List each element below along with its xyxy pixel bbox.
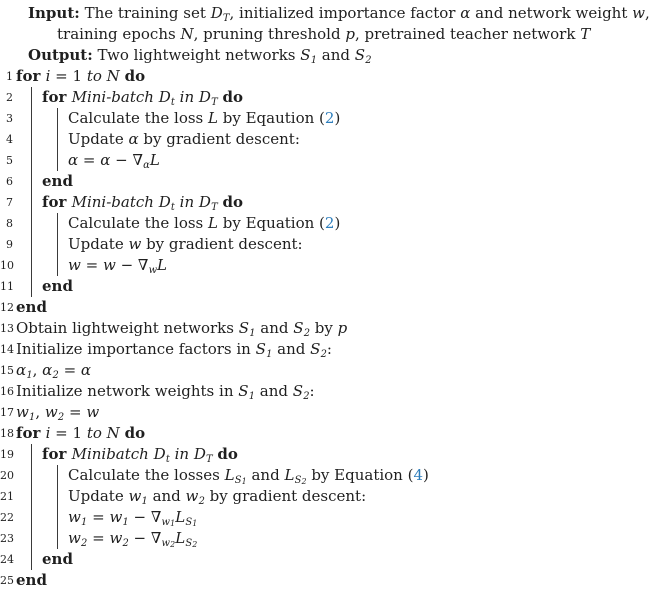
line-number: 4 [6, 133, 13, 146]
math-italic: Minibatch [71, 445, 154, 463]
math-italic: w [86, 403, 100, 421]
text-segment: and [255, 382, 293, 400]
math-italic: $L_{S1}$ [224, 466, 247, 487]
line-content [42, 276, 73, 297]
text-segment: 1 [26, 369, 33, 381]
math-italic: T [211, 201, 218, 213]
text-segment: = [87, 529, 110, 547]
math-italic: $w_2$ [109, 529, 129, 549]
line-number: 10 [0, 259, 14, 272]
algorithm-line [0, 486, 627, 507]
text-segment: 1 [249, 327, 256, 339]
text-segment: Two lightweight networks [92, 46, 301, 64]
line-number: 22 [0, 511, 14, 524]
text-segment: = 1 [50, 67, 87, 85]
line-number: 14 [0, 343, 14, 356]
math-italic: S2 [294, 474, 307, 487]
line-content [68, 486, 366, 507]
text-segment: = [78, 151, 101, 169]
block-indent-rule [31, 171, 42, 192]
algorithm-line [0, 570, 627, 591]
line-number: 16 [0, 385, 14, 398]
text-segment: 1 [266, 348, 273, 360]
text-segment: 1 [241, 477, 247, 487]
math-italic: $w_1$ [68, 508, 88, 528]
header-line [0, 3, 650, 24]
text-segment: and [246, 466, 285, 484]
text-segment: and network weight [470, 4, 633, 22]
text-segment: and [317, 46, 355, 64]
line-number: 11 [0, 280, 14, 293]
line-number: 9 [6, 238, 13, 251]
subscript [149, 265, 157, 276]
algorithm-line [0, 108, 627, 129]
text-segment: 1 [192, 519, 198, 529]
block-indent-rule [31, 213, 42, 234]
math-italic: $S_1$ [300, 46, 318, 66]
math-italic: $L_{S2}$ [284, 466, 307, 487]
block-indent-rule [57, 255, 68, 276]
algorithm-line [0, 171, 627, 192]
block-indent-rule [57, 108, 68, 129]
subscript [235, 475, 247, 486]
block-indent-rule [57, 465, 68, 486]
math-italic: Mini-batch [71, 88, 159, 106]
block-indent-rule [31, 549, 42, 570]
math-italic: S1 [185, 516, 198, 529]
text-segment: ) [334, 109, 341, 127]
math-italic: w [128, 235, 142, 253]
text-segment: Initialize network weights in [16, 382, 239, 400]
math-italic: $w_2$ [68, 529, 88, 549]
text-segment: Update [68, 235, 129, 253]
line-number: 21 [0, 490, 14, 503]
keyword: for [42, 445, 72, 463]
math-italic: $D_t$ [153, 445, 170, 465]
line-number: 2 [6, 91, 13, 104]
subscript [295, 475, 307, 486]
subscript [211, 97, 218, 108]
algorithm-line [0, 528, 627, 549]
algorithm-line [0, 255, 627, 276]
block-indent-rule [31, 255, 42, 276]
math-italic: $S_1$ [238, 319, 256, 339]
keyword: end [16, 571, 47, 589]
math-italic: w [632, 4, 645, 22]
text-segment: = 1 [50, 424, 87, 442]
line-content [16, 381, 315, 402]
keyword: do [222, 88, 243, 106]
block-indent-rule [57, 213, 68, 234]
text-segment: 2 [52, 369, 59, 381]
header-continuation-line [0, 24, 627, 45]
algorithm-line [0, 360, 627, 381]
subscript [192, 519, 197, 528]
line-content [68, 129, 300, 150]
algorithm-line [0, 507, 627, 528]
text-segment: 2 [303, 327, 310, 339]
block-indent-rule [57, 486, 68, 507]
math-italic: w1 [161, 516, 176, 529]
math-italic: $S_2$ [310, 340, 327, 360]
algorithm-line [0, 318, 627, 339]
math-italic: $D_t$ [158, 193, 175, 213]
text-segment: ) [423, 466, 429, 484]
algorithm-line [0, 192, 627, 213]
math-italic: $w_2$ [44, 403, 65, 423]
line-content [68, 465, 429, 486]
text-segment: 1 [310, 54, 318, 66]
line-content [68, 108, 340, 129]
text-segment: Calculate the loss [68, 109, 209, 127]
keyword: for [42, 88, 72, 106]
block-indent-rule [31, 129, 42, 150]
math-italic: $S_1$ [238, 382, 256, 402]
keyword: do [124, 67, 146, 85]
math-italic: t [170, 201, 175, 213]
block-indent-rule [31, 87, 42, 108]
math-italic: $S_1$ [255, 340, 273, 360]
line-number: 6 [6, 175, 13, 188]
line-content [42, 171, 73, 192]
block-indent-rule [31, 150, 42, 171]
math-italic: $\alpha_2$ [42, 361, 59, 381]
text-segment: − [128, 508, 151, 526]
text-segment: by [310, 319, 338, 337]
block-indent-rule [31, 507, 42, 528]
text-segment: by Equation ( [218, 214, 325, 232]
text-segment: , pretrained teacher network [354, 25, 581, 43]
keyword: do [124, 424, 146, 442]
text-segment: by gradient descent: [204, 487, 367, 505]
line-number: 19 [0, 448, 14, 461]
line-number: 13 [0, 322, 14, 335]
equation-ref-link[interactable]: 4 [413, 466, 424, 484]
line-number: 15 [0, 364, 14, 377]
math-italic: $w_1$ [16, 403, 36, 423]
math-italic: w [148, 264, 158, 276]
text-segment: − [115, 256, 138, 274]
text-segment: − [110, 151, 133, 169]
math-italic: $\alpha_1$ [16, 361, 33, 381]
block-indent-rule [31, 192, 42, 213]
equation-ref-link[interactable]: 2 [324, 109, 335, 127]
text-segment: training epochs [57, 25, 181, 43]
header-line [0, 45, 627, 66]
text-segment: Update [68, 487, 129, 505]
line-number: 12 [0, 301, 14, 314]
text-segment: 1 [248, 390, 256, 402]
text-segment: 2 [303, 390, 310, 402]
math-italic: $L_{S2}$ [175, 529, 198, 550]
text-segment: and [272, 340, 311, 358]
algorithm-line [0, 297, 627, 318]
line-content [16, 66, 145, 87]
line-number: 7 [6, 196, 13, 209]
text-segment: 2 [301, 477, 307, 487]
algorithm-io-header [0, 3, 650, 66]
text-segment: 1 [141, 495, 148, 507]
algorithm-line [0, 381, 627, 402]
line-number: 23 [0, 532, 14, 545]
line-content [68, 234, 303, 255]
text-segment: = [58, 361, 81, 379]
math-italic: $S_2$ [292, 382, 310, 402]
line-content [68, 213, 340, 234]
line-content [16, 360, 91, 381]
line-content [68, 255, 167, 276]
math-italic: $D_T$ [210, 4, 230, 24]
block-indent-rule [31, 234, 42, 255]
line-number: 17 [0, 406, 14, 419]
math-italic: N [106, 67, 120, 85]
text-segment: 2 [81, 537, 88, 549]
line-content [16, 318, 347, 339]
text-segment: Initialize importance factors in [16, 340, 256, 358]
math-italic: L [208, 109, 218, 127]
line-content [42, 549, 73, 570]
text-segment: ) [334, 214, 341, 232]
algorithm-line [0, 276, 627, 297]
block-indent-rule [31, 276, 42, 297]
algorithm-line [0, 402, 627, 423]
block-indent-rule [31, 108, 42, 129]
text-segment: 2 [170, 540, 176, 550]
algorithm-lines [0, 66, 627, 591]
math-italic: N [180, 25, 194, 43]
math-italic: L [208, 214, 218, 232]
line-content [16, 570, 47, 591]
line-number: 24 [0, 553, 14, 566]
algorithm-line [0, 234, 627, 255]
math-italic: $S_2$ [293, 319, 310, 339]
text-segment: 2 [365, 54, 372, 66]
line-number: 18 [0, 427, 14, 440]
subscript [162, 538, 176, 549]
line-content [42, 87, 243, 108]
line-number: 8 [6, 217, 13, 230]
text-segment: = [64, 403, 87, 421]
math-italic: in [174, 88, 199, 106]
text-segment: Update [68, 130, 129, 148]
line-content [16, 339, 332, 360]
text-segment: and [255, 319, 294, 337]
text-segment: : [326, 340, 332, 358]
text-segment: , pruning threshold [193, 25, 346, 43]
text-segment: , [644, 4, 650, 22]
algorithm-line [0, 213, 627, 234]
algorithm-line [0, 465, 627, 486]
block-indent-rule [57, 150, 68, 171]
text-segment: = [87, 508, 110, 526]
subscript [162, 517, 176, 528]
text-segment: The training set [79, 4, 211, 22]
text-segment: $\nabla_w$ [137, 256, 158, 276]
equation-ref-link[interactable]: 2 [324, 214, 335, 232]
text-segment: Obtain lightweight networks [16, 319, 239, 337]
text-segment: , [32, 361, 43, 379]
text-segment: 1 [170, 519, 176, 529]
algorithm-line [0, 150, 627, 171]
line-content [16, 402, 99, 423]
math-italic: Mini-batch [71, 193, 159, 211]
math-italic: T [580, 25, 591, 43]
subscript [185, 517, 197, 528]
math-italic: t [165, 453, 170, 465]
math-italic: S2 [185, 537, 198, 550]
text-segment: Calculate the loss [68, 214, 209, 232]
keyword: Input: [28, 4, 80, 22]
algorithm-line [0, 87, 627, 108]
text-segment: , [35, 403, 45, 421]
text-segment: − [128, 529, 151, 547]
keyword: end [42, 172, 73, 190]
math-italic: $D_T$ [193, 445, 213, 465]
math-italic: α [80, 361, 92, 379]
math-italic: in [174, 193, 199, 211]
keyword: end [42, 277, 73, 295]
subscript [223, 13, 230, 24]
math-italic: α [100, 151, 111, 169]
block-indent-rule [31, 444, 42, 465]
algorithm-line [0, 423, 627, 444]
text-segment: by gradient descent: [138, 130, 300, 148]
line-content [42, 444, 238, 465]
line-content [68, 150, 160, 171]
math-italic: $D_T$ [198, 88, 218, 108]
algorithm-line [0, 339, 627, 360]
math-italic: $w_2$ [185, 487, 205, 507]
line-content [42, 192, 243, 213]
keyword: do [222, 193, 243, 211]
math-italic: T [222, 12, 230, 24]
text-segment: 2 [192, 540, 198, 550]
text-segment: $\nabla_\alpha$ [132, 151, 150, 171]
line-content [68, 528, 197, 549]
block-indent-rule [31, 528, 42, 549]
block-indent-rule [31, 486, 42, 507]
subscript [192, 540, 197, 549]
text-segment: 2 [198, 495, 205, 507]
math-italic: to [86, 424, 102, 442]
block-indent-rule [57, 528, 68, 549]
math-italic: to [86, 67, 102, 85]
text-segment: 1 [29, 411, 36, 423]
keyword: end [42, 550, 73, 568]
text-segment: and [147, 487, 186, 505]
line-content [16, 297, 47, 318]
math-italic: $D_T$ [198, 193, 218, 213]
math-italic: α [460, 4, 471, 22]
text-segment: $\nabla_{w2}$ [150, 529, 176, 550]
math-italic: L [157, 256, 167, 274]
math-italic: $D_t$ [158, 88, 175, 108]
math-italic: w [102, 256, 116, 274]
line-number: 1 [6, 70, 13, 83]
line-content [16, 423, 145, 444]
text-segment: , initialized importance factor [229, 4, 461, 22]
keyword: for [16, 424, 46, 442]
text-segment: by gradient descent: [141, 235, 303, 253]
line-number: 5 [6, 154, 13, 167]
math-italic: $w_1$ [109, 508, 129, 528]
math-italic: S1 [234, 474, 247, 487]
line-number: 25 [0, 574, 14, 587]
keyword: do [217, 445, 238, 463]
keyword: Output: [28, 46, 93, 64]
text-segment: by Eqaution ( [218, 109, 325, 127]
math-italic: α [128, 130, 139, 148]
text-segment: 2 [122, 537, 129, 549]
text-segment: $\nabla_{w1}$ [150, 508, 176, 529]
algorithm-line [0, 549, 627, 570]
math-italic: i [45, 67, 51, 85]
math-italic: t [170, 96, 175, 108]
block-indent-rule [57, 129, 68, 150]
algorithm-line [0, 66, 627, 87]
math-italic: T [211, 96, 218, 108]
math-italic: p [345, 25, 355, 43]
text-segment: 2 [57, 411, 65, 423]
math-italic: N [106, 424, 120, 442]
text-segment: 1 [81, 516, 88, 528]
algorithm-line [0, 129, 627, 150]
math-italic: in [169, 445, 194, 463]
subscript [211, 202, 218, 213]
keyword: end [16, 298, 47, 316]
math-italic: α [143, 159, 150, 171]
line-number: 3 [6, 112, 13, 125]
math-italic: α [68, 151, 79, 169]
text-segment: 1 [122, 516, 129, 528]
block-indent-rule [57, 234, 68, 255]
text-segment: by Equation ( [306, 466, 414, 484]
math-italic: T [206, 453, 213, 465]
text-segment: 2 [320, 348, 327, 360]
subscript [365, 55, 371, 66]
line-number: 20 [0, 469, 14, 482]
keyword: for [42, 193, 72, 211]
math-italic: w2 [161, 537, 176, 550]
line-content [68, 507, 197, 528]
math-italic: $L_{S1}$ [175, 508, 198, 529]
subscript [206, 454, 213, 465]
math-italic: $w_1$ [128, 487, 148, 507]
math-italic: p [337, 319, 348, 337]
subscript [143, 160, 150, 171]
text-segment: = [80, 256, 103, 274]
text-segment: : [309, 382, 315, 400]
block-indent-rule [57, 507, 68, 528]
math-italic: i [45, 424, 51, 442]
math-italic: w [68, 256, 81, 274]
keyword: for [16, 67, 46, 85]
subscript [185, 538, 197, 549]
math-italic: $S_2$ [354, 46, 372, 66]
math-italic: L [149, 151, 160, 169]
text-segment: Calculate the losses [68, 466, 225, 484]
algorithm-line [0, 444, 627, 465]
block-indent-rule [31, 465, 42, 486]
